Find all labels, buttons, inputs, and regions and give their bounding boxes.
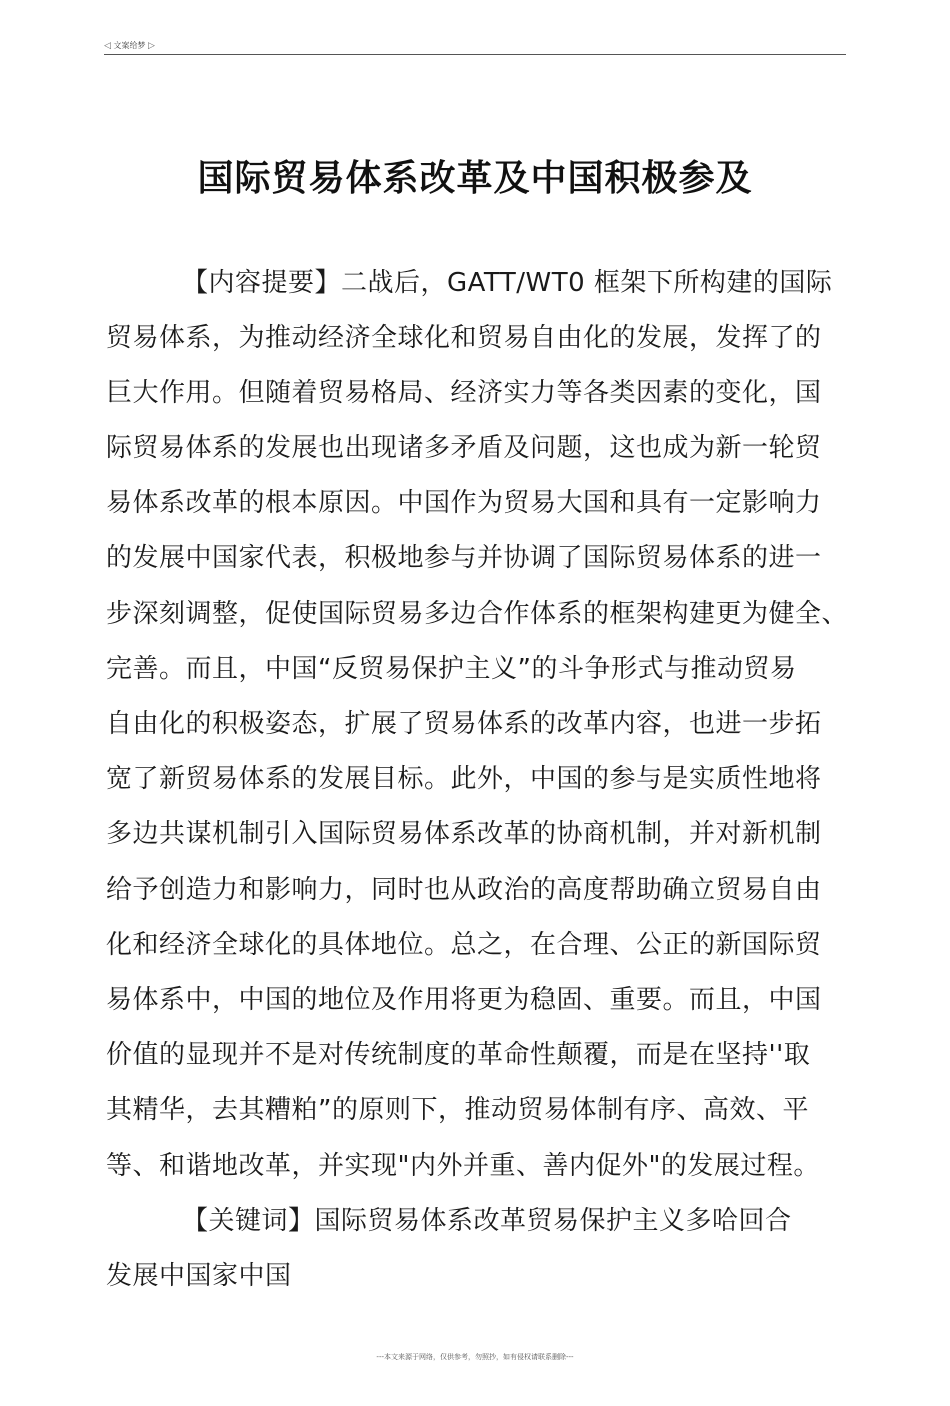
abstract-line: 贸易体系，为推动经济全球化和贸易自由化的发展，发挥了的 <box>106 323 822 353</box>
abstract-line: 自由化的积极姿态，扩展了贸易体系的改革内容，也进一步拓 <box>106 709 822 739</box>
abstract-line: 的发展中国家代表，积极地参与并协调了国际贸易体系的进一 <box>106 543 822 573</box>
abstract-line: 完善。而且，中国“反贸易保护主义”的斗争形式与推动贸易 <box>106 654 797 684</box>
page-footer: ---本文来源于网络，仅供参考，勿照抄，如有侵权请联系删除--- <box>376 1353 574 1361</box>
abstract-line: 易体系中，中国的地位及作用将更为稳固、重要。而且，中国 <box>106 985 822 1015</box>
keywords-line: 发展中国家中国 <box>106 1261 292 1291</box>
page-header <box>104 38 846 55</box>
header-text: 文案给梦 <box>113 41 146 50</box>
abstract-line: 步深刻调整，促使国际贸易多边合作体系的框架构建更为健全、 <box>106 599 849 629</box>
abstract-line: 价值的显现并不是对传统制度的革命性颠覆，而是在坚持''取 <box>106 1040 811 1070</box>
right-triangle-icon: ▷ <box>148 41 155 51</box>
abstract-line: 易体系改革的根本原因。中国作为贸易大国和具有一定影响力 <box>106 488 822 518</box>
abstract-line: 【内容提要】二战后，GATT/WT0 框架下所构建的国际 <box>182 268 833 298</box>
abstract-line: 巨大作用。但随着贸易格局、经济实力等各类因素的变化，国 <box>106 378 822 408</box>
abstract-line: 际贸易体系的发展也出现诸多矛盾及问题，这也成为新一轮贸 <box>106 433 822 463</box>
keywords-line: 【关键词】国际贸易体系改革贸易保护主义多哈回合 <box>182 1206 792 1236</box>
abstract-line: 宽了新贸易体系的发展目标。此外，中国的参与是实质性地将 <box>106 764 822 794</box>
left-triangle-icon: ◁ <box>104 41 111 51</box>
abstract-line: 等、和谐地改革，并实现"内外并重、善内促外"的发展过程。 <box>106 1151 820 1181</box>
document-title: 国际贸易体系改革及中国积极参及 <box>197 158 753 199</box>
abstract-line: 化和经济全球化的具体地位。总之，在合理、公正的新国际贸 <box>106 930 822 960</box>
abstract-line: 给予创造力和影响力，同时也从政治的高度帮助确立贸易自由 <box>106 875 822 905</box>
abstract-line: 其精华，去其糟粕”的原则下，推动贸易体制有序、高效、平 <box>106 1095 809 1125</box>
abstract-line: 多边共谋机制引入国际贸易体系改革的协商机制，并对新机制 <box>106 819 822 849</box>
